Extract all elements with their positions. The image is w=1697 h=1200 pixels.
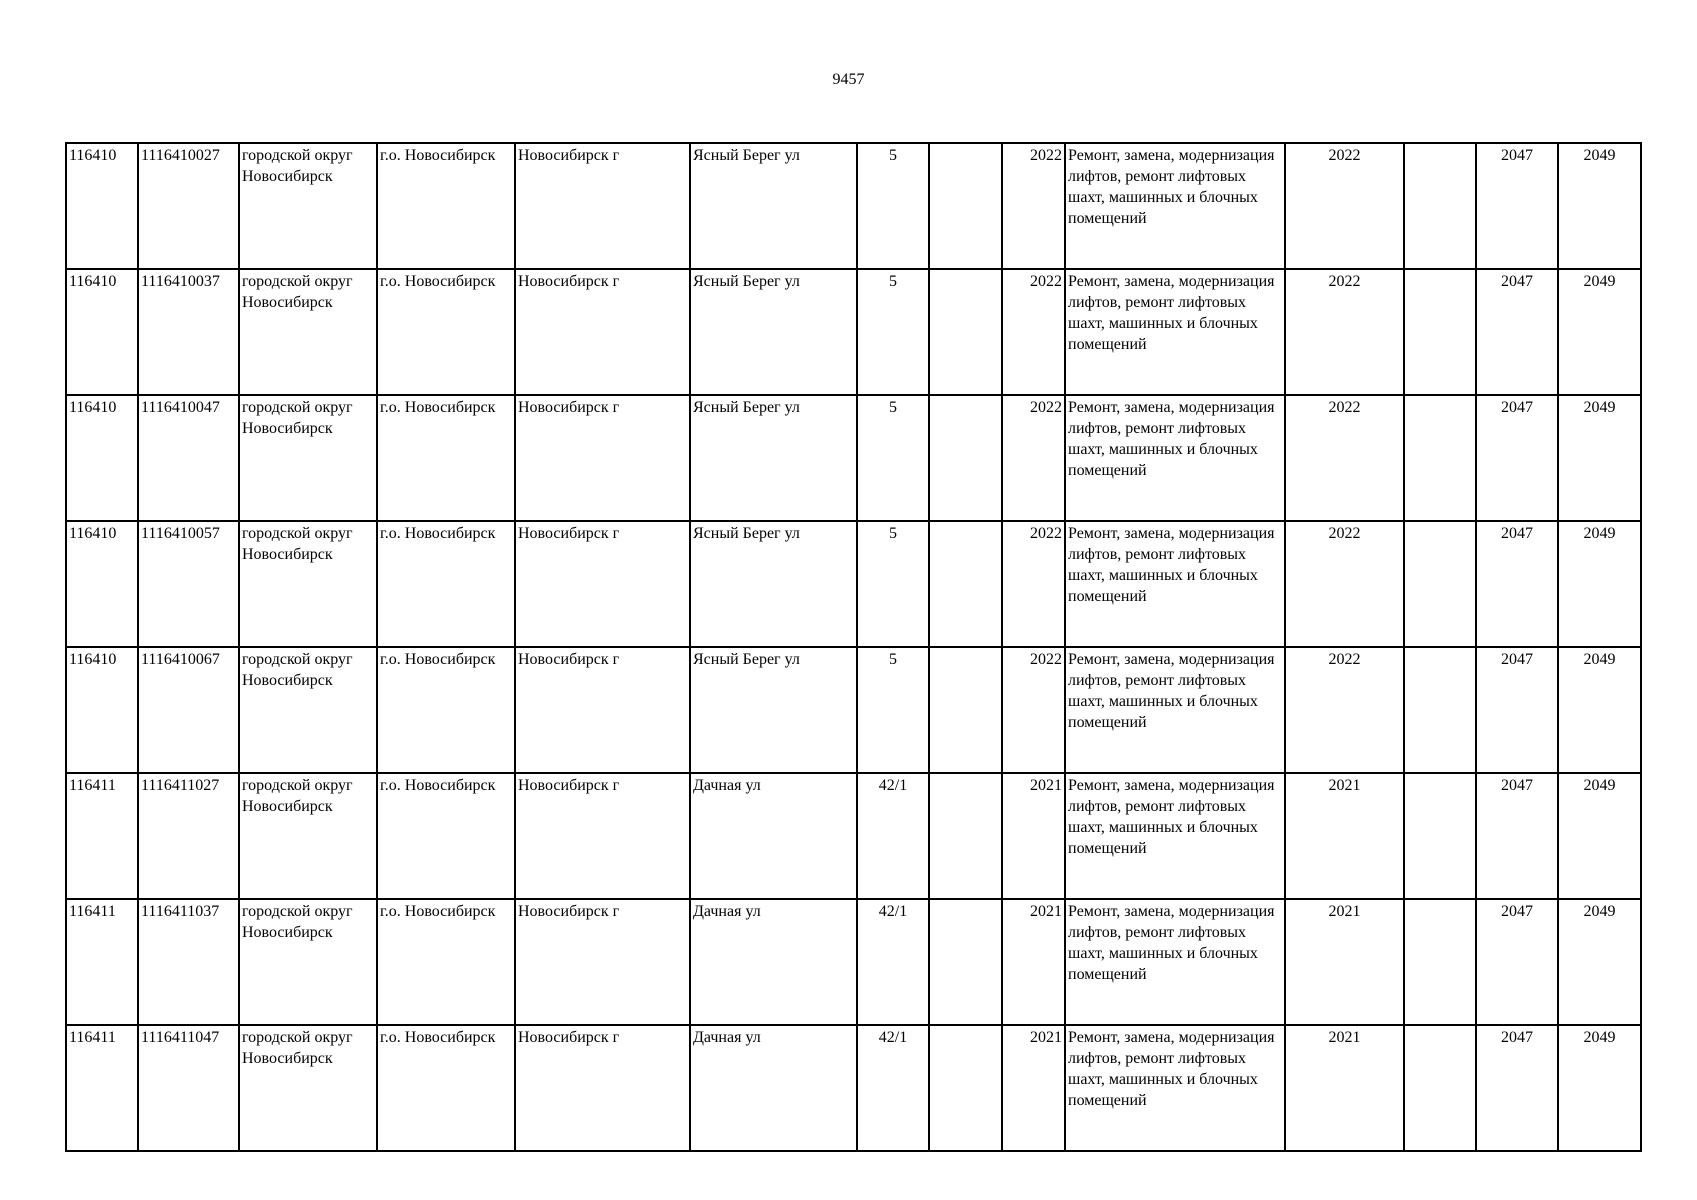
row-object-id: 1116411027 — [138, 773, 239, 899]
row-empty-cell — [929, 773, 1002, 899]
row-district: г.о. Новосибирск — [377, 395, 515, 521]
row-group-code: 116410 — [66, 395, 138, 521]
row-year-from: 2047 — [1476, 773, 1558, 899]
row-group-code: 116411 — [66, 773, 138, 899]
row-empty-cell — [929, 143, 1002, 269]
row-locality: Новосибирск г — [515, 647, 690, 773]
row-district: г.о. Новосибирск — [377, 269, 515, 395]
row-year-to: 2049 — [1558, 899, 1641, 1025]
row-district: г.о. Новосибирск — [377, 521, 515, 647]
row-work-type: Ремонт, замена, модернизация лифтов, ремонт лифтовых шахт, машинных и блочных помещений — [1065, 395, 1285, 521]
row-work-type: Ремонт, замена, модернизация лифтов, ремонт лифтовых шахт, машинных и блочных помещений — [1065, 1025, 1285, 1151]
row-municipality: городской округ Новосибирск — [239, 647, 377, 773]
register-table — [65, 142, 1642, 1152]
row-house-number: 42/1 — [857, 773, 929, 899]
row-object-id: 1116410047 — [138, 395, 239, 521]
row-street: Ясный Берег ул — [690, 269, 857, 395]
row-empty-cell — [1404, 521, 1476, 647]
row-year: 2022 — [1002, 521, 1065, 647]
row-empty-cell — [1404, 1025, 1476, 1151]
row-object-id: 1116410037 — [138, 269, 239, 395]
row-house-number: 5 — [857, 143, 929, 269]
row-empty-cell — [929, 395, 1002, 521]
row-locality: Новосибирск г — [515, 1025, 690, 1151]
row-district: г.о. Новосибирск — [377, 899, 515, 1025]
row-municipality: городской округ Новосибирск — [239, 521, 377, 647]
row-municipality: городской округ Новосибирск — [239, 269, 377, 395]
page-number: 9457 — [832, 71, 865, 88]
row-work-type: Ремонт, замена, модернизация лифтов, ремонт лифтовых шахт, машинных и блочных помещений — [1065, 647, 1285, 773]
row-empty-cell — [1404, 899, 1476, 1025]
row-district: г.о. Новосибирск — [377, 143, 515, 269]
row-plan-year: 2022 — [1285, 269, 1404, 395]
row-street: Дачная ул — [690, 899, 857, 1025]
row-year-to: 2049 — [1558, 647, 1641, 773]
row-locality: Новосибирск г — [515, 521, 690, 647]
row-year: 2022 — [1002, 395, 1065, 521]
row-empty-cell — [1404, 773, 1476, 899]
row-house-number: 42/1 — [857, 1025, 929, 1151]
row-empty-cell — [1404, 647, 1476, 773]
row-district: г.о. Новосибирск — [377, 647, 515, 773]
row-house-number: 5 — [857, 269, 929, 395]
table-row — [66, 647, 1641, 773]
row-object-id: 1116410067 — [138, 647, 239, 773]
row-year-to: 2049 — [1558, 521, 1641, 647]
row-locality: Новосибирск г — [515, 143, 690, 269]
row-plan-year: 2022 — [1285, 647, 1404, 773]
row-house-number: 42/1 — [857, 899, 929, 1025]
row-group-code: 116411 — [66, 1025, 138, 1151]
table-row — [66, 1025, 1641, 1151]
row-work-type: Ремонт, замена, модернизация лифтов, ремонт лифтовых шахт, машинных и блочных помещений — [1065, 773, 1285, 899]
row-work-type: Ремонт, замена, модернизация лифтов, ремонт лифтовых шахт, машинных и блочных помещений — [1065, 143, 1285, 269]
row-house-number: 5 — [857, 647, 929, 773]
row-year-to: 2049 — [1558, 269, 1641, 395]
row-municipality: городской округ Новосибирск — [239, 773, 377, 899]
row-municipality: городской округ Новосибирск — [239, 395, 377, 521]
row-year: 2022 — [1002, 647, 1065, 773]
row-street: Ясный Берег ул — [690, 395, 857, 521]
row-empty-cell — [929, 269, 1002, 395]
table-row — [66, 521, 1641, 647]
row-year: 2022 — [1002, 269, 1065, 395]
row-group-code: 116411 — [66, 899, 138, 1025]
row-group-code: 116410 — [66, 647, 138, 773]
row-year-from: 2047 — [1476, 899, 1558, 1025]
row-street: Ясный Берег ул — [690, 143, 857, 269]
table-row — [66, 269, 1641, 395]
row-empty-cell — [929, 521, 1002, 647]
row-plan-year: 2021 — [1285, 1025, 1404, 1151]
row-year-from: 2047 — [1476, 647, 1558, 773]
row-empty-cell — [929, 899, 1002, 1025]
row-municipality: городской округ Новосибирск — [239, 1025, 377, 1151]
row-year-from: 2047 — [1476, 1025, 1558, 1151]
row-street: Дачная ул — [690, 1025, 857, 1151]
row-year: 2022 — [1002, 143, 1065, 269]
row-street: Ясный Берег ул — [690, 647, 857, 773]
row-municipality: городской округ Новосибирск — [239, 143, 377, 269]
row-year-to: 2049 — [1558, 143, 1641, 269]
row-object-id: 1116411047 — [138, 1025, 239, 1151]
row-year-to: 2049 — [1558, 395, 1641, 521]
row-empty-cell — [1404, 395, 1476, 521]
row-year: 2021 — [1002, 899, 1065, 1025]
row-locality: Новосибирск г — [515, 269, 690, 395]
row-district: г.о. Новосибирск — [377, 773, 515, 899]
row-work-type: Ремонт, замена, модернизация лифтов, ремонт лифтовых шахт, машинных и блочных помещений — [1065, 269, 1285, 395]
row-work-type: Ремонт, замена, модернизация лифтов, ремонт лифтовых шахт, машинных и блочных помещений — [1065, 899, 1285, 1025]
row-group-code: 116410 — [66, 521, 138, 647]
row-empty-cell — [929, 1025, 1002, 1151]
row-locality: Новосибирск г — [515, 395, 690, 521]
row-work-type: Ремонт, замена, модернизация лифтов, ремонт лифтовых шахт, машинных и блочных помещений — [1065, 521, 1285, 647]
row-year-to: 2049 — [1558, 773, 1641, 899]
row-empty-cell — [1404, 143, 1476, 269]
row-year-from: 2047 — [1476, 143, 1558, 269]
row-street: Ясный Берег ул — [690, 521, 857, 647]
row-year-from: 2047 — [1476, 395, 1558, 521]
row-street: Дачная ул — [690, 773, 857, 899]
row-year-from: 2047 — [1476, 269, 1558, 395]
row-plan-year: 2022 — [1285, 521, 1404, 647]
table-row — [66, 395, 1641, 521]
row-group-code: 116410 — [66, 143, 138, 269]
row-house-number: 5 — [857, 395, 929, 521]
row-group-code: 116410 — [66, 269, 138, 395]
row-object-id: 1116411037 — [138, 899, 239, 1025]
row-plan-year: 2021 — [1285, 899, 1404, 1025]
row-district: г.о. Новосибирск — [377, 1025, 515, 1151]
row-municipality: городской округ Новосибирск — [239, 899, 377, 1025]
row-plan-year: 2022 — [1285, 143, 1404, 269]
table-row — [66, 143, 1641, 269]
row-object-id: 1116410057 — [138, 521, 239, 647]
row-year: 2021 — [1002, 773, 1065, 899]
row-year-from: 2047 — [1476, 521, 1558, 647]
row-empty-cell — [929, 647, 1002, 773]
row-year-to: 2049 — [1558, 1025, 1641, 1151]
row-plan-year: 2021 — [1285, 773, 1404, 899]
row-year: 2021 — [1002, 1025, 1065, 1151]
row-locality: Новосибирск г — [515, 773, 690, 899]
row-plan-year: 2022 — [1285, 395, 1404, 521]
table-row — [66, 773, 1641, 899]
row-locality: Новосибирск г — [515, 899, 690, 1025]
row-empty-cell — [1404, 269, 1476, 395]
row-house-number: 5 — [857, 521, 929, 647]
table-row — [66, 899, 1641, 1025]
row-object-id: 1116410027 — [138, 143, 239, 269]
